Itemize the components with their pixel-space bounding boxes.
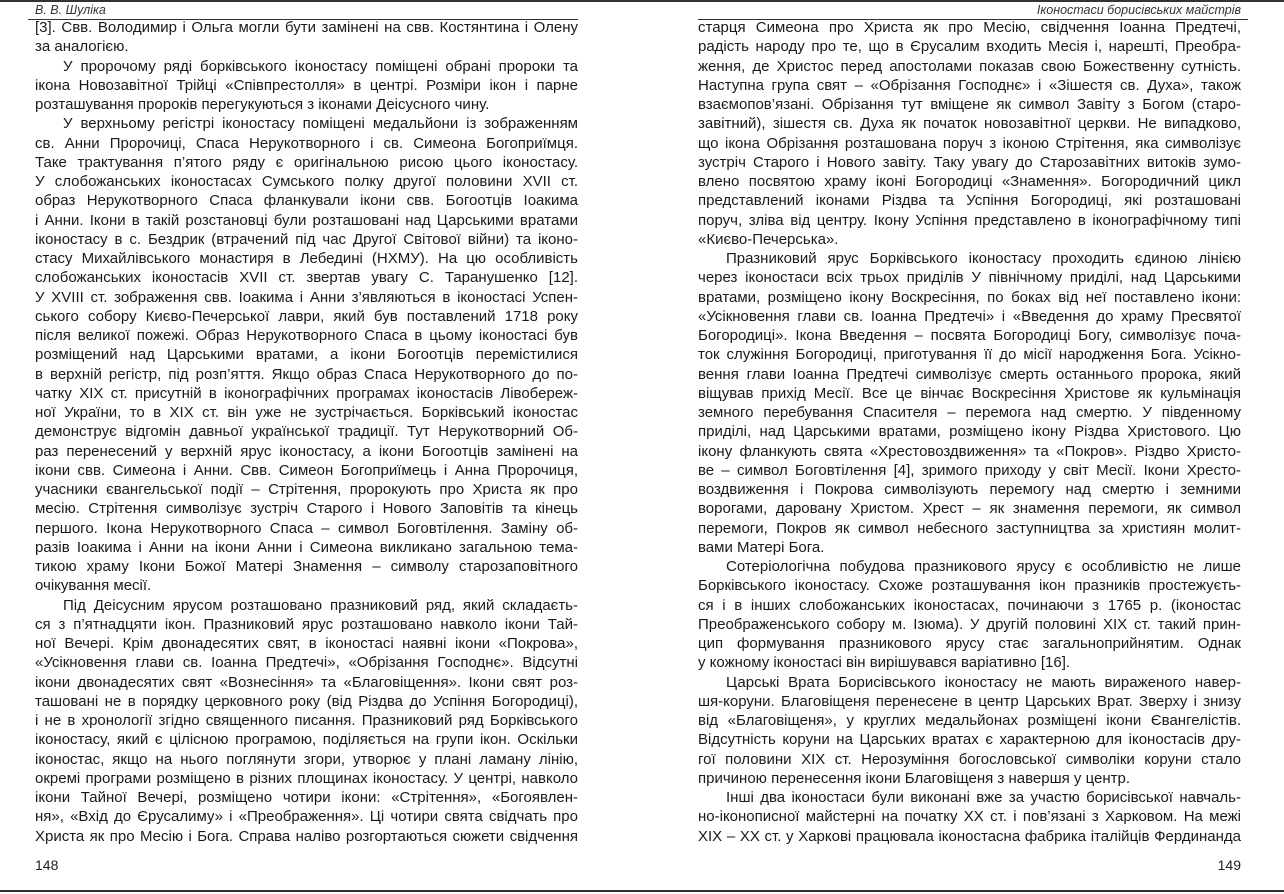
text-line: взаємопов’язані. Обрізання тут вміщене як символ Завіту з Богом (старо- <box>698 96 1241 113</box>
text-line: іконостас, якщо на нього поглянути згори, утворює у плані ламану лінію, <box>35 750 578 768</box>
text-line: влено посвятою храму іконі Богородиці «Знамення». Богородичний цикл <box>698 173 1241 190</box>
text-line: ся і в інших слобожанських іконостасах, починаючи з 1765 р. (іконостас <box>698 596 1241 614</box>
text-line: Сотеріологічна побудова празникового ярусу є особливістю не лише <box>726 558 1241 575</box>
paragraph <box>698 557 1241 673</box>
text-line: вення глави Іоанна Предтечі символізує смерть останнього пророка, який <box>698 365 1241 383</box>
text-line: образ Нерукотворного Спаса фланкували ікони свв. Богоотців Іоакима <box>35 192 578 210</box>
text-line: ворогами, даровану Христом. Хрест – як знамення перемоги, як символ <box>698 500 1241 518</box>
paragraph <box>35 596 578 846</box>
page-number: 149 <box>1217 857 1241 873</box>
page-body <box>698 18 1241 846</box>
text-line: Під Деісусним ярусом розташовано празниковий ряд, який складаєть- <box>63 596 578 614</box>
paragraph <box>35 57 578 115</box>
text-line: ікони двонадесятих свят «Вознесіння» та «Благовіщення». Ікони свят роз- <box>35 673 578 691</box>
text-line: тикою храму Ікони Божої Матері Знамення – символу старозаповітного <box>35 558 578 575</box>
text-line: «Києво-Печерська». <box>698 230 839 248</box>
text-line: У пророчому ряді борківського іконостасу поміщені обрані пророки та <box>63 57 578 75</box>
text-line: зустріч Старого і Нового завіту. Таку увагу до Старозавітних витоків зумо- <box>698 153 1241 171</box>
text-line: віщував прихід Месії. Все це вінчає Воскресіння Христове як кульмінація <box>698 384 1241 402</box>
text-line: ікони свв. Симеона і Анни. Свв. Симеон Богоприїмець і Анна Пророчиця, <box>35 461 578 479</box>
text-line: у кожному іконостасі він вирішувався варіативно [16]. <box>698 654 1071 672</box>
text-line: приділі, над Царськими вратами, розміщено ікону Різдва Христового. Цю <box>698 423 1241 441</box>
text-line: після великої пожежі. Образ Нерукотворного Спаса в цьому іконостасі був <box>35 327 578 344</box>
text-line: месію. Стрітення символізує зустріч Старого і Нового Заповітів та кінець <box>35 500 578 518</box>
text-line: ження, де Христос перед апостолами показав свою Божественну сутність. <box>698 57 1241 75</box>
text-line: старця Симеона про Христа як про Месію, свідчення Іоанна Предтечі, <box>698 19 1241 36</box>
text-line: поруч, зліва від центру. Ікону Успіння представлено в іконографічному типі <box>698 211 1241 229</box>
text-line: ікону фланкують свята «Хрестовоздвиження» та «Покров». Різдво Христо- <box>698 442 1241 460</box>
running-head: В. В. Шуліка <box>35 3 106 17</box>
text-line: цип формування празникового ярусу стає загальноприйнятим. Однак <box>698 635 1241 652</box>
text-line: Празниковий ярус Борківського іконостасу проходить єдиною лінією <box>726 250 1241 267</box>
text-line: но-іконописної майстерні на початку XX ст. і пов’язані з Харковом. На межі <box>698 808 1241 826</box>
text-line: іконостасу в с. Бездрик (втрачений під час Другої Світової війни) та іконо- <box>35 230 578 248</box>
text-line: разів Іоакима і Анни на ікони Анни і Симеона викликано загальною тема- <box>35 538 578 556</box>
text-line: св. Анни Пророчиці, Спаса Нерукотворного і св. Симеона Богоприїмця. <box>35 134 578 152</box>
text-line: іконостасу, який є цілісною програмою, поділяється на групи ікон. Оскільки <box>35 731 578 749</box>
text-line: [3]. Свв. Володимир і Ольга могли бути замінені на свв. Костянтина і Олену <box>35 19 578 36</box>
text-line: «Усікновення глави св. Іоанна Предтечі», «Обрізання Господнє». Відсутні <box>35 654 578 672</box>
text-line: Царські Врата Борисівського іконостасу не мають вираженого навер- <box>726 673 1241 691</box>
text-line: очікування месії. <box>35 577 152 595</box>
text-line: ташовані не в порядку церковного року (від Різдва до Успіння Богородиці), <box>35 692 578 710</box>
text-line: XIX – XX ст. у Харкові працювала іконостасна фабрика італійців Фердинанда <box>698 827 1241 845</box>
paragraph <box>698 249 1241 557</box>
text-line: ся з п’ятнадцяти ікон. Празниковий ярус розташовано навколо ікони Тай- <box>35 615 578 633</box>
text-line: ної Вечері. Крім двонадесятих свят, в іконостасі наявні ікони «Покрова», <box>35 635 578 652</box>
text-line: розташування пророків перегукуються з іконами Деісусного чину. <box>35 96 490 113</box>
paragraph <box>698 788 1241 846</box>
paragraph <box>35 114 578 595</box>
text-line: радість народу про те, що в Єрусалим входить Месія і, нарешті, Преобра- <box>698 38 1241 56</box>
text-line: раз перенесений у верхній ярус іконостасу, а ікони Богоотців замінені на <box>35 442 578 460</box>
text-line: ського собору Києво-Печерської лаври, який був поставлений 1718 року <box>35 307 578 325</box>
page-right <box>698 0 1241 894</box>
text-line: шя-коруни. Благовіщеня перенесене в центр Царських Врат. Зверху і знизу <box>698 692 1241 710</box>
text-line: вратами, розміщено ікону Воскресіння, по боках від неї поставлено ікони: <box>698 288 1241 306</box>
bottom-edge <box>0 890 1284 892</box>
text-line: Наступна група свят – «Обрізання Господнє» і «Зішестя св. Духа», також <box>698 76 1241 94</box>
text-line: Преображенського собору м. Ізюма). У другій половині XIX ст. такий прин- <box>698 615 1241 633</box>
text-line: від «Благовіщеня», у круглих медальйонах розміщені ікони Євангелістів. <box>698 712 1241 729</box>
text-line: Відсутність коруни на Царських вратах є характерною для іконостасів дру- <box>698 731 1241 749</box>
text-line: земного перебування Спасителя – перемога над смертю. У південному <box>698 404 1241 421</box>
text-line: слобожанських іконостасів XVII ст. звертав увагу С. Таранушенко [12]. <box>35 269 578 287</box>
text-line: «Усікновення глави св. Іоанна Предтечі» і «Введення до храму Пресвятої <box>698 307 1241 325</box>
text-line: ікони Тайної Вечері, розміщено чотири ікони: «Стрітення», «Богоявлен- <box>35 789 578 806</box>
text-line: ної України, то в XIX ст. він уже не зустрічається. Борківський іконостас <box>35 404 578 421</box>
text-line: У слобожанських іконостасах Сумського полку другої половини XVII ст. <box>35 173 578 190</box>
paragraph <box>35 18 578 57</box>
text-line: демонструє відгомін давньої української традиції. Тут Нерукотворний Об- <box>35 423 578 441</box>
text-line: за аналогією. <box>35 38 129 56</box>
text-line: учасники євангельської події – Стрітення, пророкують про Христа як про <box>35 481 578 498</box>
text-line: Таке трактування п’ятого ряду є оригінальною рисою цього іконостасу. <box>35 153 578 171</box>
text-line: стасу Михайлівського монастиря в Лебедині (НХМУ). На цю особливість <box>35 250 578 267</box>
page-body <box>35 18 578 846</box>
text-line: в верхній регістр, під розп’яття. Якщо образ Спаса Нерукотворного до по- <box>35 365 578 383</box>
text-line: Борківського іконостасу. Схоже розташування ікон празників простежуєть- <box>698 577 1241 595</box>
text-line: і Анни. Ікони в такій розстановці були розташовані над Царськими вратами <box>35 211 578 229</box>
text-line: завітний), зішестя св. Духа як початок новозавітної церкви. Не випадково, <box>698 115 1241 133</box>
text-line: першого. Ікона Нерукотворного Спаса – символ Боговтілення. Заміну об- <box>35 519 578 537</box>
text-line: і не в хронології згідно священного писання. Празниковий ряд Борківського <box>35 712 578 729</box>
text-line: перемоги, Покров як символ небесного заступництва за християн молит- <box>698 519 1241 537</box>
text-line: причиною перенесення ікони Благовіщеня з навершя у центр. <box>698 769 1131 787</box>
text-line: вами Матері Бога. <box>698 538 825 556</box>
page-left <box>35 0 578 894</box>
text-line: воздвиження і Покрова символізують перемогу над смертю і земними <box>698 481 1241 498</box>
text-line: Богородиці». Ікона Введення – посвята Богородиці Богу, символізує поча- <box>698 327 1241 344</box>
text-line: У верхньому регістрі іконостасу поміщені медальйони із зображенням <box>63 115 578 133</box>
text-line: ток служіння Богородиці, приготування її до місії народження Бога. Усікно- <box>698 346 1241 364</box>
running-head: Іконостаси борисівських майстрів <box>1036 3 1241 17</box>
page-number: 148 <box>35 857 59 873</box>
paragraph <box>698 18 1241 249</box>
text-line: Інші два іконостаси були виконані вже за участю борисівської навчаль- <box>726 789 1241 806</box>
paragraph <box>698 673 1241 789</box>
text-line: ве – символ Боговтілення [4], зримого приходу у світ Месії. Ікони Хресто- <box>698 461 1241 479</box>
text-line: окремі програми розміщено в різних площинах іконостасу. У центрі, навколо <box>35 769 578 787</box>
text-line: що ікона Обрізання розташована поруч з іконою Стрітення, яка символізує <box>698 134 1241 152</box>
text-line: чатку XIX ст. присутній в іконографічних програмах іконостасів Лівобереж- <box>35 384 578 402</box>
text-line: У XVIII ст. зображення свв. Іоакима і Анни з’являються в іконостасі Успен- <box>35 288 578 306</box>
text-line: через іконостаси всіх трьох приділів У північному приділі, над Царськими <box>698 269 1241 287</box>
text-line: Христа як про Месію і Бога. Справа наліво розгортаються сюжети свідчення <box>35 827 578 845</box>
text-line: гої половини XIX ст. Нерозуміння богословської символіки коруни стало <box>698 750 1241 768</box>
text-line: представлений іконами Різдва та Успіння Богородиці, які розташовані <box>698 192 1241 210</box>
text-line: ня», «Вхід до Єрусалиму» і «Преображення». Ці чотири свята свідчать про <box>35 808 578 826</box>
text-line: ікона Новозавітної Трійці «Співпрестолля» в центрі. Розміри ікон і парне <box>35 76 578 94</box>
text-line: розміщений над Царськими вратами, а ікони Богоотців перемістилися <box>35 346 578 364</box>
